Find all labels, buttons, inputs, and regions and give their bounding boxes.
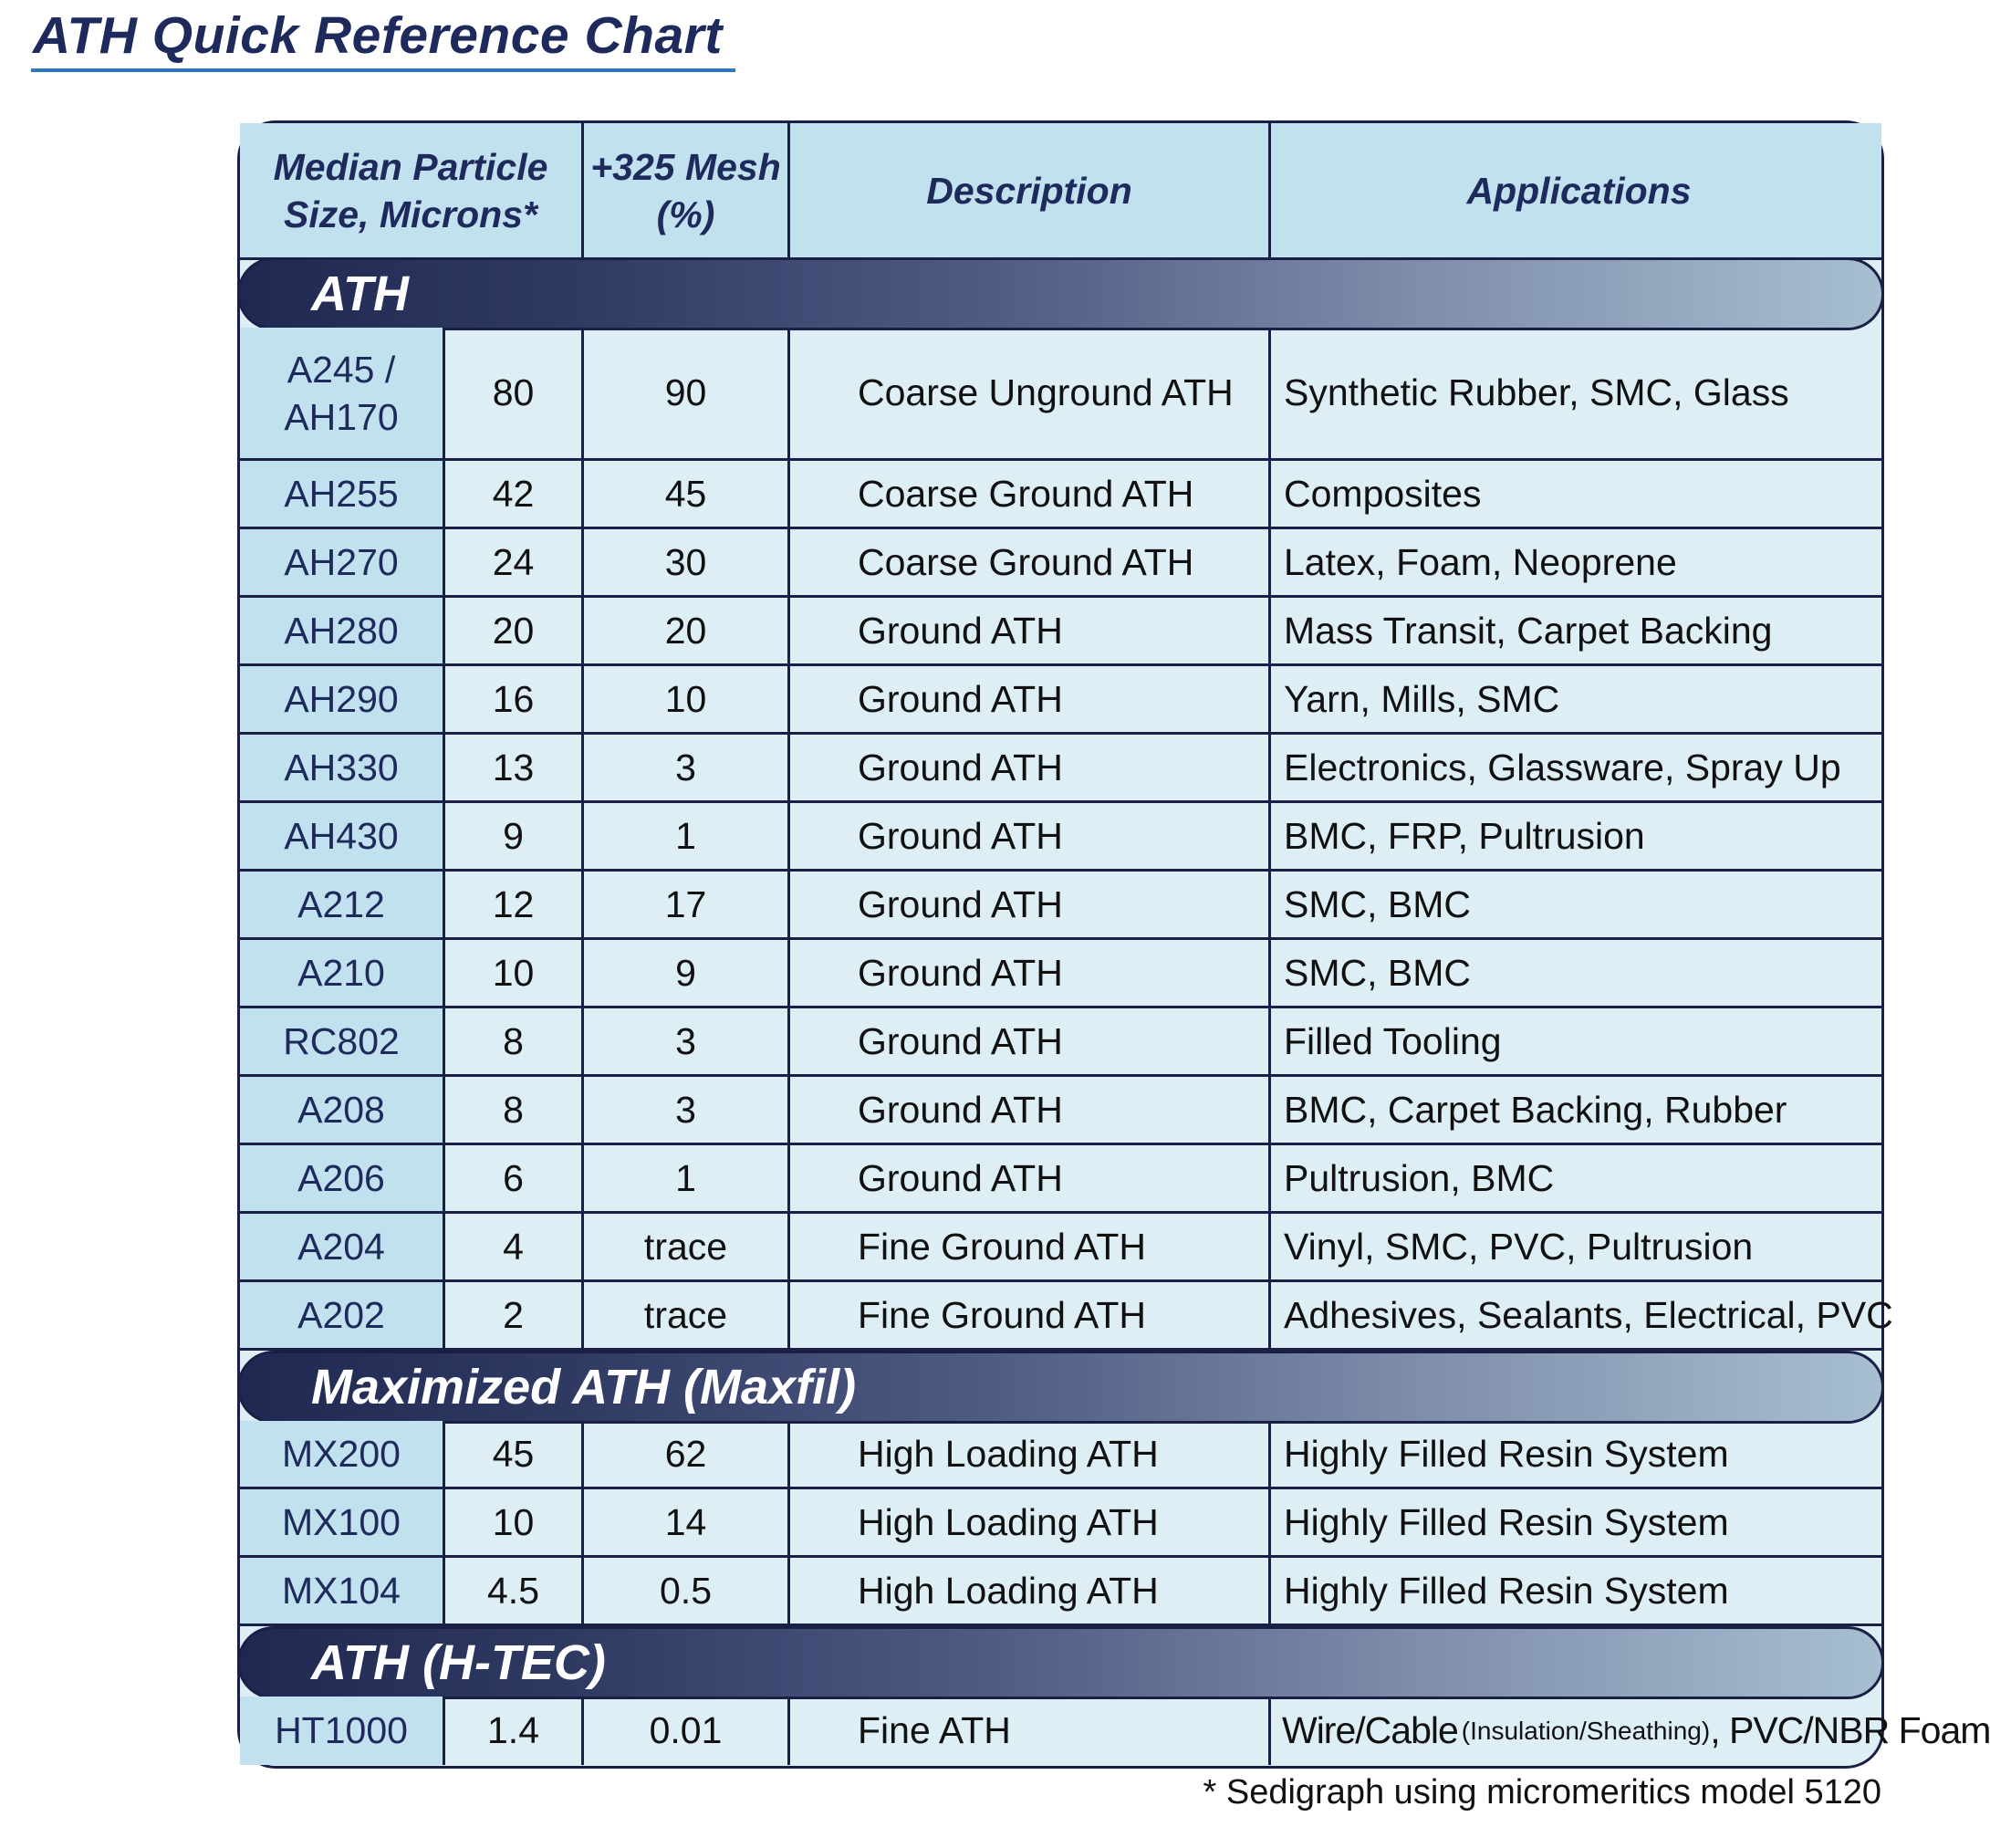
mesh-cell: 20 <box>584 598 790 663</box>
grade-cell: A206 <box>240 1145 445 1211</box>
table-row <box>240 1697 1990 1765</box>
particle-size-cell: 13 <box>445 735 584 800</box>
mesh-cell: 3 <box>584 1077 790 1143</box>
mesh-cell: 17 <box>584 872 790 937</box>
table-row <box>240 803 1881 872</box>
table-row <box>240 1421 1881 1489</box>
grade-cell: AH255 <box>240 461 445 527</box>
applications-cell: Highly Filled Resin System <box>1284 1432 1729 1475</box>
grade-cell: A210 <box>240 940 445 1006</box>
applications-text: Wire/Cable <box>1282 1709 1458 1751</box>
footnote: * Sedigraph using micromeritics model 5120 <box>1203 1773 1881 1811</box>
grade-cell: AH270 <box>240 529 445 595</box>
applications-cell: SMC, BMC <box>1284 882 1471 925</box>
section-band: ATH (H-TEC) <box>237 1626 1884 1699</box>
section-band: Maximized ATH (Maxfil) <box>237 1351 1884 1424</box>
description-cell: Coarse Ground ATH <box>790 461 1271 527</box>
applications-cell: Yarn, Mills, SMC <box>1284 677 1560 720</box>
table-row <box>240 735 1881 803</box>
particle-size-cell: 10 <box>445 940 584 1006</box>
description-cell: Ground ATH <box>790 598 1271 663</box>
grade-cell: AH430 <box>240 803 445 869</box>
header-description: Description <box>790 123 1271 257</box>
description-cell: High Loading ATH <box>790 1421 1271 1487</box>
description-cell: Ground ATH <box>790 940 1271 1006</box>
mesh-cell: 1 <box>584 803 790 869</box>
particle-size-cell: 4.5 <box>445 1558 584 1624</box>
applications-cell: Vinyl, SMC, PVC, Pultrusion <box>1284 1225 1754 1268</box>
description-cell: High Loading ATH <box>790 1489 1271 1555</box>
header-particle-size: Median Particle Size, Microns* <box>240 123 584 257</box>
description-cell: Fine ATH <box>790 1697 1271 1765</box>
particle-size-cell: 42 <box>445 461 584 527</box>
table-header <box>240 123 1881 260</box>
particle-size-cell: 2 <box>445 1282 584 1348</box>
applications-cell: Synthetic Rubber, SMC, Glass <box>1284 371 1789 413</box>
page-title: ATH Quick Reference Chart <box>33 6 723 65</box>
description-cell: Fine Ground ATH <box>790 1282 1271 1348</box>
grade-cell: MX200 <box>240 1421 445 1487</box>
description-cell: Ground ATH <box>790 666 1271 732</box>
mesh-cell: 3 <box>584 735 790 800</box>
applications-cell: BMC, FRP, Pultrusion <box>1284 814 1645 857</box>
particle-size-cell: 24 <box>445 529 584 595</box>
grade-cell: A204 <box>240 1214 445 1279</box>
applications-cell: Latex, Foam, Neoprene <box>1284 540 1677 583</box>
description-cell: Fine Ground ATH <box>790 1214 1271 1279</box>
grade-cell: MX100 <box>240 1489 445 1555</box>
reference-table <box>237 120 1990 1769</box>
description-cell: Coarse Ground ATH <box>790 529 1271 595</box>
table-row <box>240 461 1881 529</box>
applications-cell: Pultrusion, BMC <box>1284 1156 1555 1199</box>
grade-cell: A202 <box>240 1282 445 1348</box>
table-row <box>240 1214 1881 1282</box>
description-cell: Ground ATH <box>790 1145 1271 1211</box>
applications-cell: Adhesives, Sealants, Electrical, PVC <box>1284 1293 1893 1336</box>
table-row <box>240 1489 1881 1558</box>
applications-cell: Highly Filled Resin System <box>1284 1569 1729 1612</box>
mesh-cell: 0.01 <box>584 1697 790 1765</box>
table-row <box>240 666 1881 735</box>
particle-size-cell: 4 <box>445 1214 584 1279</box>
applications-cell: Highly Filled Resin System <box>1284 1500 1729 1543</box>
grade-cell: AH330 <box>240 735 445 800</box>
mesh-cell: 1 <box>584 1145 790 1211</box>
grade-cell: AH280 <box>240 598 445 663</box>
mesh-cell: 10 <box>584 666 790 732</box>
table-row <box>240 328 1881 461</box>
mesh-cell: 62 <box>584 1421 790 1487</box>
section-band: ATH <box>237 257 1884 330</box>
mesh-cell: 3 <box>584 1008 790 1074</box>
header-mesh: +325 Mesh (%) <box>584 123 790 257</box>
description-cell: Ground ATH <box>790 872 1271 937</box>
particle-size-cell: 16 <box>445 666 584 732</box>
applications-cell: Composites <box>1284 472 1482 515</box>
table-row <box>240 1282 1893 1351</box>
applications-cell <box>1271 1697 1990 1765</box>
table-row <box>240 1558 1881 1626</box>
applications-cell: Filled Tooling <box>1284 1019 1502 1062</box>
particle-size-cell: 12 <box>445 872 584 937</box>
description-cell: Ground ATH <box>790 1008 1271 1074</box>
mesh-cell: 90 <box>584 328 790 458</box>
grade-cell: MX104 <box>240 1558 445 1624</box>
header-applications: Applications <box>1466 169 1692 212</box>
grade-cell: A208 <box>240 1077 445 1143</box>
particle-size-cell: 80 <box>445 328 584 458</box>
particle-size-cell: 8 <box>445 1008 584 1074</box>
table-row <box>240 940 1881 1008</box>
table-row <box>240 529 1881 598</box>
particle-size-cell: 20 <box>445 598 584 663</box>
applications-cell: Mass Transit, Carpet Backing <box>1284 609 1773 652</box>
table-row <box>240 1145 1881 1214</box>
applications-cell: Electronics, Glassware, Spray Up <box>1284 746 1841 788</box>
mesh-cell: trace <box>584 1214 790 1279</box>
mesh-cell: 9 <box>584 940 790 1006</box>
description-cell: Ground ATH <box>790 1077 1271 1143</box>
grade-cell: HT1000 <box>240 1697 445 1765</box>
grade-cell: AH290 <box>240 666 445 732</box>
table-row <box>240 1077 1881 1145</box>
applications-cell: BMC, Carpet Backing, Rubber <box>1284 1088 1787 1131</box>
description-cell: Ground ATH <box>790 803 1271 869</box>
description-cell: High Loading ATH <box>790 1558 1271 1624</box>
table-row <box>240 872 1881 940</box>
table-row <box>240 1008 1881 1077</box>
particle-size-cell: 45 <box>445 1421 584 1487</box>
applications-note: (Insulation/Sheathing) <box>1461 1716 1711 1745</box>
grade-cell: A245 / AH170 <box>240 328 445 458</box>
description-cell: Ground ATH <box>790 735 1271 800</box>
mesh-cell: 0.5 <box>584 1558 790 1624</box>
particle-size-cell: 1.4 <box>445 1697 584 1765</box>
table-row <box>240 598 1881 666</box>
particle-size-cell: 8 <box>445 1077 584 1143</box>
particle-size-cell: 9 <box>445 803 584 869</box>
mesh-cell: trace <box>584 1282 790 1348</box>
applications-cell: SMC, BMC <box>1284 951 1471 994</box>
applications-tail: , PVC/NBR Foam <box>1710 1709 1990 1751</box>
mesh-cell: 45 <box>584 461 790 527</box>
grade-cell: A212 <box>240 872 445 937</box>
description-cell: Coarse Unground ATH <box>790 328 1271 458</box>
title-underline <box>31 68 735 72</box>
grade-cell: RC802 <box>240 1008 445 1074</box>
mesh-cell: 14 <box>584 1489 790 1555</box>
particle-size-cell: 10 <box>445 1489 584 1555</box>
particle-size-cell: 6 <box>445 1145 584 1211</box>
mesh-cell: 30 <box>584 529 790 595</box>
